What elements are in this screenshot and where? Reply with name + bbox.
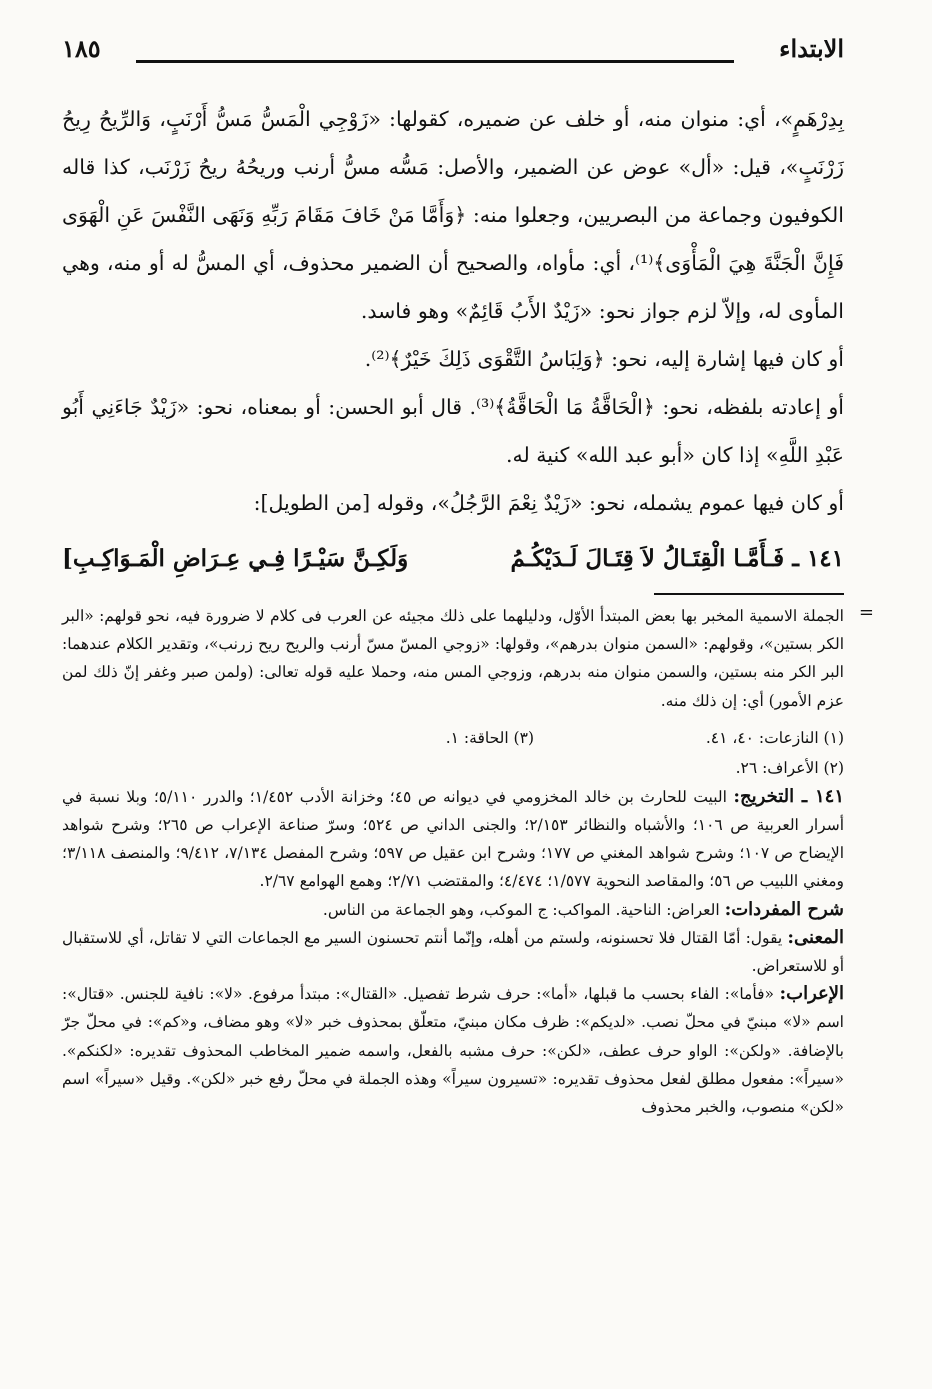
parsing-note	[62, 980, 844, 1121]
book-page	[62, 0, 874, 1389]
vocabulary-note	[62, 896, 844, 924]
header-rule	[136, 60, 734, 63]
takhrij-note	[62, 783, 844, 896]
takhrij-text: البيت للحارث بن خالد المخزومي في ديوانه ص ٤٥؛ وخزانة الأدب ١/٤٥٢؛ والدرر ٥/١١٠؛ وبلا نسبة في أسرار العربية ص ١٠٦؛ والأشباه والنظائر ٢/١٥٣؛ والجنى الداني ص ٥٢٤؛ وسرّ صناعة الإعراب ص ٢٦٥؛ وشرح شواهد الإيضاح ص ١٠٧؛ وشرح شواهد المغني ص ١٧٧؛ وشرح ابن عقيل ص ٥٩٧؛ وشرح المفصل ٧/١٣٤، ٩/٤١٢؛ والمنصف ٣/١١٨؛ ومغني اللبيب ص ٥٦؛ والمقاصد النحوية ١/٥٧٧؛ ٤/٤٧٤؛ والمقتضب ٢/٧١؛ وهمع الهوامع ٢/٦٧.	[62, 787, 845, 891]
page-number: ١٨٥	[62, 34, 101, 63]
verse-first-hemistich: ١٤١ ـ فَـأَمَّـا الْقِتَـالُ لاَ قِتَـالَ لَـدَيْكُـمُ	[510, 545, 844, 572]
footnote-refs-row	[62, 723, 844, 753]
vocabulary-text: العراض: الناحية. المواكب: ج الموكب، وهو الجماعة من الناس.	[322, 900, 720, 919]
footnote-3: (٣) الحاقة: ١.	[445, 728, 534, 747]
running-header	[62, 30, 844, 70]
footnotes	[62, 602, 874, 1121]
meaning-note	[62, 924, 844, 980]
footnote-refs-row-2	[62, 753, 844, 783]
body-paragraph: بِدِرْهَمٍ»، أي: منوان منه، أو خلف عن ضميره، كقولها: «زَوْجِي الْمَسُّ مَسُّ أَرْنَبٍ، وَالرِّيحُ رِيحُ زَرْنَبٍ»، قيل: «أل» عوض عن الضمير، والأصل: مَسُّه مسُّ أرنب وريحُهُ ريحُ زَرْنَب، كذا قاله الكوفيون وجماعة من البصريين، وجعلوا منه: ﴿وَأَمَّا مَنْ خَافَ مَقَامَ رَبِّهِ وَنَهَى النَّفْسَ عَنِ الْهَوَى فَإِنَّ الْجَنَّةَ هِيَ الْمَأْوَى﴾⁽¹⁾، أي: مأواه، والصحيح أن الضمير محذوف، أي المسُّ له أو منه، وهي المأوى له، وإلاّ لزم جواز نحو: «زَيْدٌ الأَبُ قَائِمٌ» وهو فاسد.	[62, 107, 845, 323]
meaning-label: المعنى:	[787, 926, 845, 948]
poetry-verse	[62, 537, 844, 581]
meaning-text: يقول: أمّا القتال فلا تحسنونه، ولستم من أهله، وإنّما أنتم تحسنون السير مع الجماعات التي لا تقاتل، أي للاستقبال أو للاستعراض.	[62, 928, 844, 976]
footnote-2: (٢) الأعراف: ٢٦.	[735, 758, 844, 777]
chapter-title: الابتداء	[779, 34, 844, 63]
body-paragraph: أو كان فيها عموم يشمله، نحو: «زَيْدٌ نِعْمَ الرَّجُلُ»، وقوله [من الطويل]:	[253, 491, 844, 515]
parsing-text: «فأما»: الفاء بحسب ما قبلها، «أما»: حرف شرط تفصيل. «القتال»: مبتدأ مرفوع. «لا»: نافية للجنس. «قتال»: اسم «لا» مبنيّ في محلّ نصب. «لديكم»: ظرف مكان مبنيّ، متعلّق بمحذوف خبر «لا» وهو مضاف، و«كم»: في محلّ جرّ بالإضافة. «ولكن»: الواو حرف عطف، «لكن»: حرف مشبه بالفعل، واسمه ضمير المخاطب المحذوف تقديره: «لكنكم». «سيراً»: مفعول مطلق لفعل محذوف تقديره: «تسيرون سيراً» وهذه الجملة في محلّ رفع خبر «لكن». وقيل «سيراً» اسم «لكن» منصوب، والخبر محذوف	[62, 985, 844, 1117]
verse-second-hemistich: وَلَكِـنَّ سَيْـرًا فِـي عِـرَاضِ الْمَـوَاكِـبِ]	[62, 545, 409, 572]
continuation-text: الجملة الاسمية المخبر بها بعض المبتدأ الأوّل، ودليلهما على ذلك مجيئه عن العرب فى كلام لا ضرورة فيه، نحو قولهم: «البر الكر بستين»، وقولهم: «السمن منوان بدرهم»، وقولها: «زوجي المسّ مسّ أرنب والريح ريح زرنب»، وتقدير الكلام عندهما: البر الكر منه بستين، والسمن منوان منه بدرهم، وزوجي المس منه، وحملا عليه قوله تعالى: (ولمن صبر وغفر إنّ ذلك لمن عزم الأمور) أي: إن ذلك منه.	[62, 607, 844, 710]
main-text	[62, 95, 844, 581]
footnote-continuation	[62, 602, 874, 715]
body-paragraph: أو إعادته بلفظه، نحو: ﴿الْحَاقَّةُ مَا الْحَاقَّةُ﴾⁽³⁾. قال أبو الحسن: أو بمعناه، نحو: «زَيْدٌ جَاءَنِي أَبُو عَبْدِ اللَّهِ» إذا كان «أبو عبد الله» كنية له.	[62, 395, 844, 467]
takhrij-label: ١٤١ ـ التخريج:	[733, 785, 844, 807]
footnote-1: (١) النازعات: ٤٠، ٤١.	[705, 728, 844, 747]
continuation-mark: =	[858, 602, 874, 623]
parsing-label: الإعراب:	[779, 983, 845, 1005]
footnote-separator	[654, 593, 844, 595]
vocabulary-label: شرح المفردات:	[724, 898, 844, 920]
body-paragraph: أو كان فيها إشارة إليه، نحو: ﴿وَلِبَاسُ التَّقْوَى ذَلِكَ خَيْرٌ﴾⁽²⁾.	[364, 347, 844, 371]
